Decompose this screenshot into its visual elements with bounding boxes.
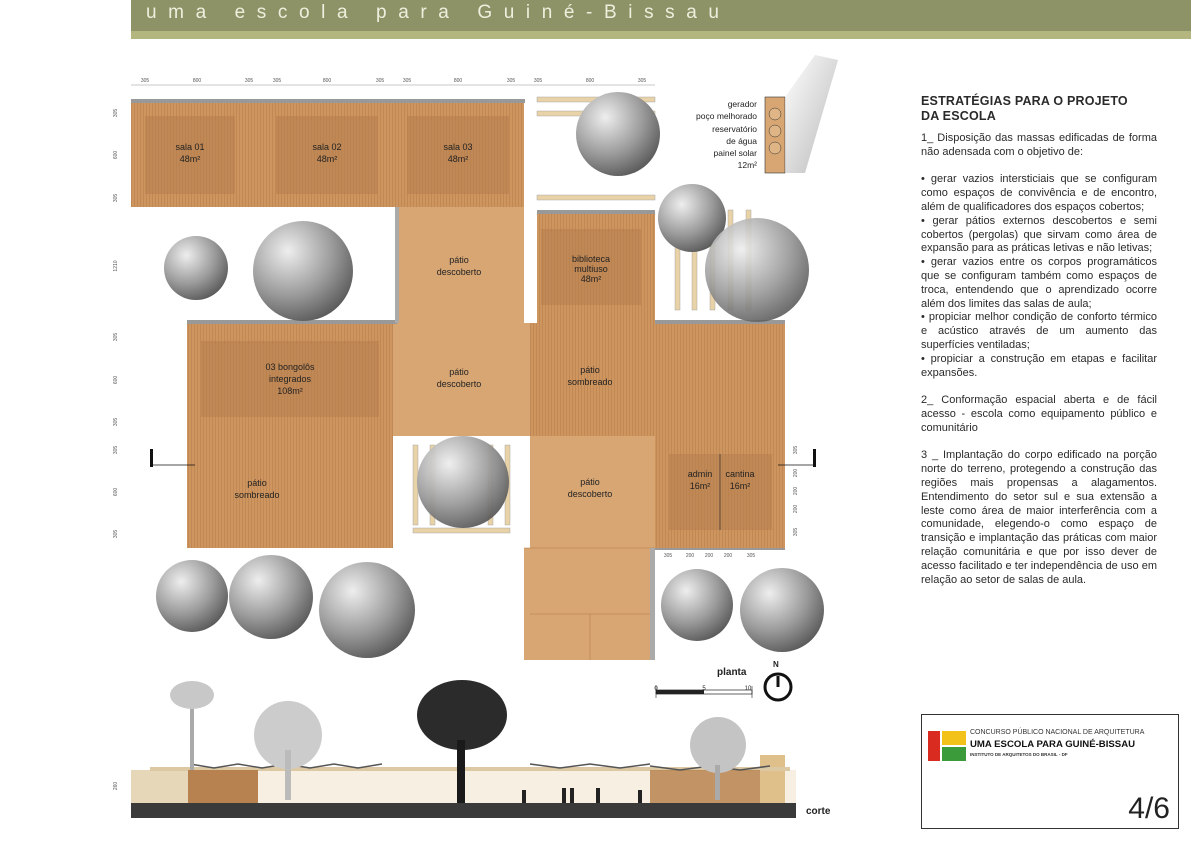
patio-sombreado-south [187, 436, 393, 548]
svg-text:305: 305 [113, 193, 119, 203]
svg-text:305: 305 [140, 78, 150, 84]
patio5-label: pátio [580, 477, 600, 487]
strategy-b2: • gerar pátios externos descobertos e semi cobertos (pergolas) que sirvam como área de expansão para as práticas letivas e não letivas; [921, 214, 1157, 255]
service-area: 12m² [737, 160, 757, 170]
svg-text:800: 800 [192, 78, 202, 84]
admin-area: 16m² [689, 481, 711, 491]
strategy-b4: • propiciar melhor condição de conforto térmico e acústico através de um aumento das superfícies ventiladas; [921, 311, 1157, 351]
service-agua: de água [726, 136, 757, 146]
credit-title: UMA ESCOLA PARA GUINÉ-BISSAU [970, 739, 1136, 750]
svg-text:305: 305 [375, 78, 385, 84]
svg-text:305: 305 [113, 417, 119, 427]
svg-text:600: 600 [113, 375, 119, 385]
strategy-p3: 3 _ Implantação do corpo edificado na porção norte do terreno, protegendo a construção das regiões mais propensas a alagamentos. Entendimento do setor sul e sua extensão a leste como área de maior interferência com a comunidade, elegendo-o como espaço de transição e implantação das práticas com maior relação comunitária e que por isso dever de acesso facilitado e ter independência de uso em relação ao setor de salas de aula. [921, 449, 1157, 586]
sala03-name: sala 03 [443, 142, 473, 152]
svg-text:305: 305 [793, 445, 799, 455]
bongolos-area: 108m² [277, 386, 303, 396]
strategy-b5: • propiciar a construção em etapas e facilitar expansões. [921, 352, 1157, 379]
patio1-label: pátio [449, 255, 469, 265]
iab-logo [928, 731, 966, 761]
north-label: N [773, 660, 779, 669]
service-painel: painel solar [713, 148, 757, 158]
svg-text:800: 800 [453, 78, 463, 84]
svg-text:305: 305 [533, 78, 543, 84]
bongolos-name2: integrados [268, 374, 312, 384]
svg-text:200: 200 [685, 553, 695, 559]
svg-text:305: 305 [113, 445, 119, 455]
patio1-type: descoberto [436, 267, 482, 277]
svg-text:305: 305 [506, 78, 516, 84]
service-poco: poço melhorado [696, 111, 757, 121]
planta-label: planta [717, 667, 747, 678]
svg-text:1210: 1210 [113, 260, 119, 272]
svg-text:305: 305 [402, 78, 412, 84]
svg-text:0: 0 [654, 686, 658, 692]
patio-descoberto-1 [398, 207, 524, 323]
svg-text:200: 200 [793, 468, 799, 478]
biblioteca-name1: biblioteca [571, 254, 611, 264]
sala03-area: 48m² [447, 154, 469, 164]
svg-text:200: 200 [723, 553, 733, 559]
biblioteca-area: 48m² [580, 274, 602, 284]
svg-text:600: 600 [113, 150, 119, 160]
svg-text:305: 305 [113, 529, 119, 539]
patio4-type: sombreado [234, 490, 280, 500]
patio4-label: pátio [247, 478, 267, 488]
bongolos-name1: 03 bongolôs [265, 362, 315, 372]
svg-text:800: 800 [322, 78, 332, 84]
banner-title: uma escola para Guiné-Bissau [146, 2, 731, 23]
cantina-name: cantina [725, 469, 755, 479]
service-gerador: gerador [727, 99, 757, 109]
svg-text:10: 10 [744, 686, 752, 692]
patio3-type: sombreado [567, 377, 613, 387]
credit-institute: INSTITUTO DE ARQUITETOS DO BRASIL - DF [970, 752, 1068, 757]
patio3-label: pátio [580, 365, 600, 375]
page-number: 4/6 [1128, 792, 1170, 825]
strategy-b3: • gerar vazios entre os corpos programáticos que se configuram também como espaços de troca, entendendo que o aprendizado ocorre além dos limites das salas de aula; [921, 256, 1157, 310]
sala02-name: sala 02 [312, 142, 342, 152]
svg-text:200: 200 [704, 553, 714, 559]
strategy-text [921, 94, 1157, 601]
sala01-area: 48m² [179, 154, 201, 164]
patio5-type: descoberto [567, 489, 613, 499]
svg-text:200: 200 [793, 486, 799, 496]
svg-text:600: 600 [113, 487, 119, 497]
sala02-area: 48m² [316, 154, 338, 164]
svg-text:305: 305 [244, 78, 254, 84]
credit-contest: CONCURSO PÚBLICO NACIONAL DE ARQUITETURA [970, 729, 1145, 736]
cantina-area: 16m² [729, 481, 751, 491]
svg-text:5: 5 [702, 686, 706, 692]
admin-name: admin [687, 469, 713, 479]
svg-text:800: 800 [585, 78, 595, 84]
admin-room [669, 454, 772, 530]
section-drawing [113, 680, 796, 818]
svg-text:305: 305 [272, 78, 282, 84]
strategy-p2: 2_ Conformação espacial aberta e de fácil acesso - escola como equipamento público e comunitário [921, 394, 1157, 434]
svg-text:305: 305 [113, 332, 119, 342]
sala01-name: sala 01 [175, 142, 205, 152]
strategy-heading: ESTRATÉGIAS PARA O PROJETO DA ESCOLA [921, 94, 1128, 123]
strategy-p1: 1_ Disposição das massas edificadas de forma não adensada com o objetivo de: [921, 132, 1157, 158]
patio2-type: descoberto [436, 379, 482, 389]
corte-label: corte [806, 806, 831, 817]
svg-text:305: 305 [793, 527, 799, 537]
patio-south [524, 548, 655, 660]
svg-text:305: 305 [663, 553, 673, 559]
credits-box [921, 714, 1179, 829]
svg-text:200: 200 [793, 504, 799, 514]
svg-text:305: 305 [746, 553, 756, 559]
biblioteca-name2: multiuso [574, 264, 608, 274]
svg-text:305: 305 [113, 108, 119, 118]
strategy-b1: • gerar vazios intersticiais que se configuram como espaços de convivência e de encontro, além de qualificadores dos espaços cobertos; [921, 173, 1157, 213]
east-block [655, 323, 785, 436]
patio2-label: pátio [449, 367, 469, 377]
svg-text:260: 260 [113, 781, 119, 791]
svg-text:305: 305 [637, 78, 647, 84]
service-reservatorio: reservatório [712, 124, 757, 134]
